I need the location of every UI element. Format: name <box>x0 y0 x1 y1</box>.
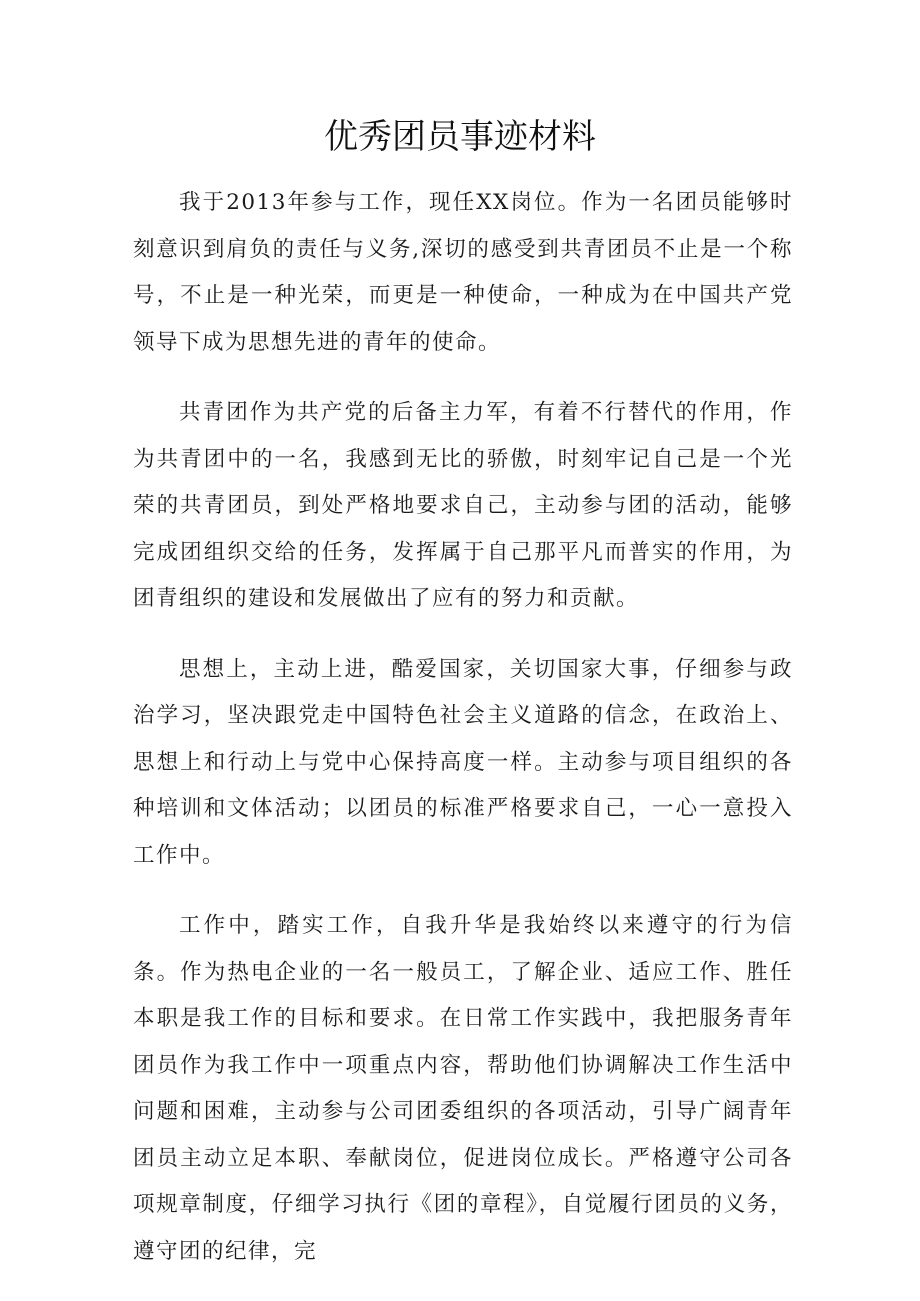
paragraph-1: 我于2013年参与工作，现任XX岗位。作为一名团员能够时刻意识到肩负的责任与义务,深切的感受到共青团员不止是一个称号，不止是一种光荣，而更是一种使命，一种成为在中国共产党领导下成为思想先进的青年的使命。 <box>133 190 793 355</box>
document-title: 优秀团员事迹材料 <box>324 117 596 157</box>
paragraph-4: 工作中，踏实工作，自我升华是我始终以来遵守的行为信条。作为热电企业的一名一般员工，了解企业、适应工作、胜任本职是我工作的目标和要求。在日常工作实践中，我把服务青年团员作为我工作中一项重点内容，帮助他们协调解决工作生活中问题和困难，主动参与公司团委组织的各项活动，引导广阔青年团员主动立足本职、奉献岗位，促进岗位成长。严格遵守公司各项规章制度，仔细学习执行《团的章程》，自觉履行团员的义务，遵守团的纪律，完 <box>133 913 793 1264</box>
paragraph-2: 共青团作为共产党的后备主力军，有着不行替代的作用，作为共青团中的一名，我感到无比的骄傲，时刻牢记自己是一个光荣的共青团员，到处严格地要求自己，主动参与团的活动，能够完成团组织交给的任务，发挥属于自己那平凡而普实的作用，为团青组织的建设和发展做出了应有的努力和贡献。 <box>133 400 793 611</box>
paragraph-3: 思想上，主动上进，酷爱国家，关切国家大事，仔细参与政治学习，坚决跟党走中国特色社会主义道路的信念，在政治上、思想上和行动上与党中心保持高度一样。主动参与项目组织的各种培训和文体活动；以团员的标准严格要求自己，一心一意投入工作中。 <box>133 656 793 868</box>
document-body <box>133 180 793 1299</box>
